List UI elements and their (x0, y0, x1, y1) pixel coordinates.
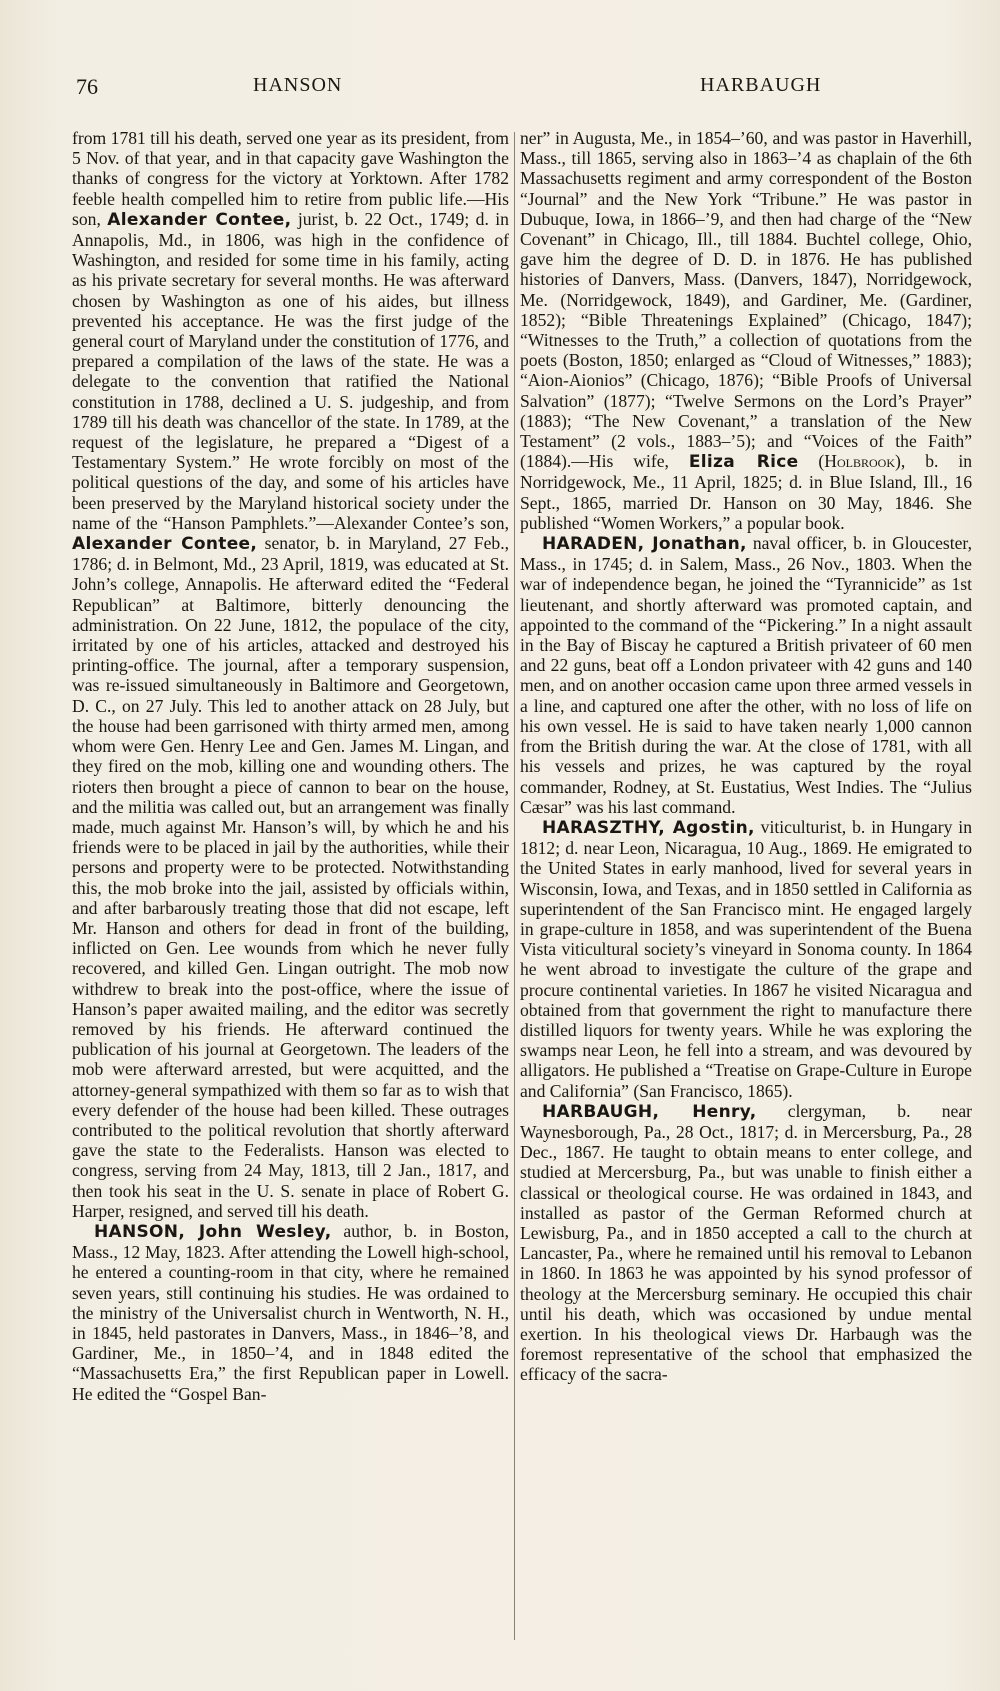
entry-hanson-john-wesley (72, 1221, 509, 1404)
entry-text: ner” in Augusta, Me., in 1854–’60, and was pastor in Haverhill, Mass., till 1865, serving also in 1863–’4 as chaplain of the 6th Massachusetts regiment and army correspondent of the Boston “Journal” and the New York “Tribune.” He was pastor in Dubuque, Iowa, in 1866–’9, and then had charge of the “New Covenant” in Chicago, Ill., till 1884. Buchtel college, Ohio, gave him the degree of D. D. in 1876. He has published histories of Danvers, Mass. (Danvers, 1847), Norridgewock, Me. (Norridgewock, 1849), and Gardiner, Me. (Gardiner, 1852); “Bible Threatenings Explained” (Chicago, 1847); “Witnesses to the Truth,” a collection of quotations from the poets (Boston, 1850; enlarged as “Cloud of Witnesses,” 1883); “Aion-Aionios” (Chicago, 1876); “Bible Proofs of Universal Salvation” (1877); “Twelve Sermons on the Lord’s Prayer” (1883); “The New Covenant,” a translation of the New Testament” (2 vols., 1883–’5); and “Voices of the Faith” (1884).—His wife, (520, 128, 972, 472)
page-number: 76 (76, 74, 98, 99)
entry-text: senator, b. in Maryland, 27 Feb., 1786; d. in Belmont, Md., 23 April, 1819, was educated at St. John’s college, Annapolis. He afterward edited the “Federal Republican” at Baltimore, bitterly denouncing the administration. On 22 June, 1812, the populace of the city, irritated by one of his articles, attacked and destroyed his printing-office. The journal, after a temporary suspension, was re-issued simultaneously in Baltimore and Georgetown, D. C., on 27 July. This led to another attack on 28 July, but the house had been garrisoned with thirty armed men, among whom were Gen. Henry Lee and Gen. James M. Lingan, and they fired on the mob, killing one and wounding others. The rioters then brought a piece of cannon to bear on the house, and the militia was called out, but an arrangement was finally made, much against Mr. Hanson’s will, by which he and his friends were to be placed in jail by the authorities, while their persons and property were to be protected. Notwithstanding this, the mob broke into the jail, assisted by officials within, and after barbarously treating those that did not escape, left Mr. Hanson and others for dead in front of the building, inflicted on Gen. Lee wounds from which he never fully recovered, and killed Gen. Lingan outright. The mob now withdrew to break into the post-office, where the issue of Hanson’s paper awaited mailing, and the editor was secretly removed by his friends. He afterward continued the publication of his journal at Georgetown. The leaders of the mob were afterward arrested, but were acquitted, and the attorney-general sympathized with them so far as to wish that every defender of the house had been killed. These outrages contributed to the political revolution that shortly afterward gave the state to the Federalists. Hanson was elected to congress, serving from 24 May, 1813, till 2 Jan., 1817, and then took his seat in the U. S. senate in place of Robert G. Harper, resigned, and served till his death. (72, 533, 509, 1221)
left-column (72, 128, 509, 1404)
entry-headword: HANSON, John Wesley, (94, 1221, 332, 1242)
entry-text: ( (798, 451, 825, 472)
entry-text: viticulturist, b. in Hungary in 1812; d. near Leon, Nicaragua, 10 Aug., 1869. He emigrated to the United States in early manhood, lived for several years in Wisconsin, Iowa, and Texas, and in 1850 settled in California as superintendent of the San Francisco mint. He engaged largely in grape-culture in 1858, and was superintendent of the Buena Vista viticultural society’s vineyard in Sonoma county. In 1864 he went abroad to investigate the culture of the grape and procure continental varieties. In 1867 he visited Nicaragua and obtained from that government the right to manufacture there distilled liquors for twenty years. While he was exploring the swamps near Leon, he fell into a stream, and was devoured by alligators. He published a “Treatise on Grape-Culture in Europe and California” (San Francisco, 1865). (520, 816, 972, 1101)
entry-text: author, b. in Boston, Mass., 12 May, 1823. After attending the Lowell high-school, he entered a counting-room in that city, where he remained seven years, still continuing his studies. He was ordained to the ministry of the Universalist church in Wentworth, N. H., in 1845, held pastorates in Danvers, Mass., in 1846–’8, and Gardiner, Me., in 1850–’4, and in 1848 edited the “Massachusetts Era,” the first Republican paper in Lowell. He edited the “Gospel Ban- (72, 1220, 509, 1404)
entry-text: naval officer, b. in Gloucester, Mass., in 1745; d. in Salem, Mass., 26 Nov., 1803. When the war of independence began, he joined the “Tyrannicide” as 1st lieutenant, and shortly afterward was promoted captain, and appointed to the command of the “Pickering.” In a night assault in the Bay of Biscay he captured a British privateer of 60 men and 22 guns, beat off a London privateer with 42 guns and 140 men, and on another occasion came upon three armed vessels in a line, and captured one after the other, with no loss of life on his own vessel. He is said to have taken nearly 1,000 cannon from the British during the war. At the close of 1781, with all his vessels and prizes, he was captured by the royal commander, Rodney, at St. Eustatius, West Indies. The “Julius Cæsar” was his last command. (520, 533, 972, 817)
subentry-name: Alexander Contee, (72, 534, 258, 555)
entry-text: ), b. in Norridgewock, Me., 11 April, 1825; d. in Blue Island, Ill., 16 Sept., 1865, married Dr. Hanson on 30 May, 1846. She published “Women Workers,” a popular book. (520, 451, 973, 533)
right-running-head: HARBAUGH (700, 74, 822, 96)
hanson-continued-entry (520, 128, 972, 533)
entry-harbaugh (520, 1101, 972, 1385)
entry-text: from 1781 till his death, served one year as its president, from 5 Nov. of that year, and in that capacity gave Washington the thanks of congress for the victory at Yorktown. After 1782 feeble health compelled him to retire from public life.—His son, (72, 128, 509, 229)
subentry-name: Alexander Contee, (107, 209, 292, 230)
right-column (520, 128, 972, 1385)
entry-haraden (520, 533, 972, 817)
entry-headword: HARASZTHY, Agostin, (542, 817, 755, 838)
left-running-head: HANSON (253, 74, 343, 96)
entry-text: jurist, b. 22 Oct., 1749; d. in Annapolis, Md., in 1806, was high in the confidence of Washington, and resided for some time in his family, acting as his private secretary for several months. He was afterward chosen by Washington as one of his aides, but illness prevented his acceptance. He was the first judge of the general court of Maryland under the constitution of 1776, and prepared a compilation of the laws of the state. He was a delegate to the convention that ratified the National constitution in 1788, declined a U. S. judgeship, and from 1789 till his death was chancellor of the state. In 1789, at the request of the legislature, he prepared a “Digest of a Testamentary System.” He wrote forcibly on most of the political questions of the day, and some of his articles have been preserved by the Maryland historical society under the name of the “Hanson Pamphlets.”—Alexander Contee’s son, (72, 208, 509, 533)
entry-headword: HARBAUGH, Henry, (542, 1101, 757, 1122)
entry-haraszthy (520, 817, 972, 1101)
column-divider (514, 132, 515, 1640)
entry-text: clergyman, b. near Waynesborough, Pa., 28 Oct., 1817; d. in Mercersburg, Pa., 28 Dec., 1867. He taught to obtain means to enter college, and studied at Mercersburg, Pa., but was unable to finish either a classical or theological course. He was ordained in 1843, and installed as pastor of the German Reformed church at Lewisburg, Pa., and in 1850 accepted a call to the church at Lancaster, Pa., where he remained until his removal to Lebanon in 1860. In 1863 he was appointed by his synod professor of theology at the Mercersburg seminary. He occupied this chair until his death, which was occasioned by undue mental exertion. In his theological views Dr. Harbaugh was the foremost representative of the school that emphasized the efficacy of the sacra- (520, 1100, 972, 1385)
entry-headword: HARADEN, Jonathan, (542, 534, 747, 555)
subentry-name: Eliza Rice (688, 452, 799, 473)
maiden-name: Holbrook (824, 451, 896, 472)
hanson-continued-entry (72, 128, 509, 1221)
